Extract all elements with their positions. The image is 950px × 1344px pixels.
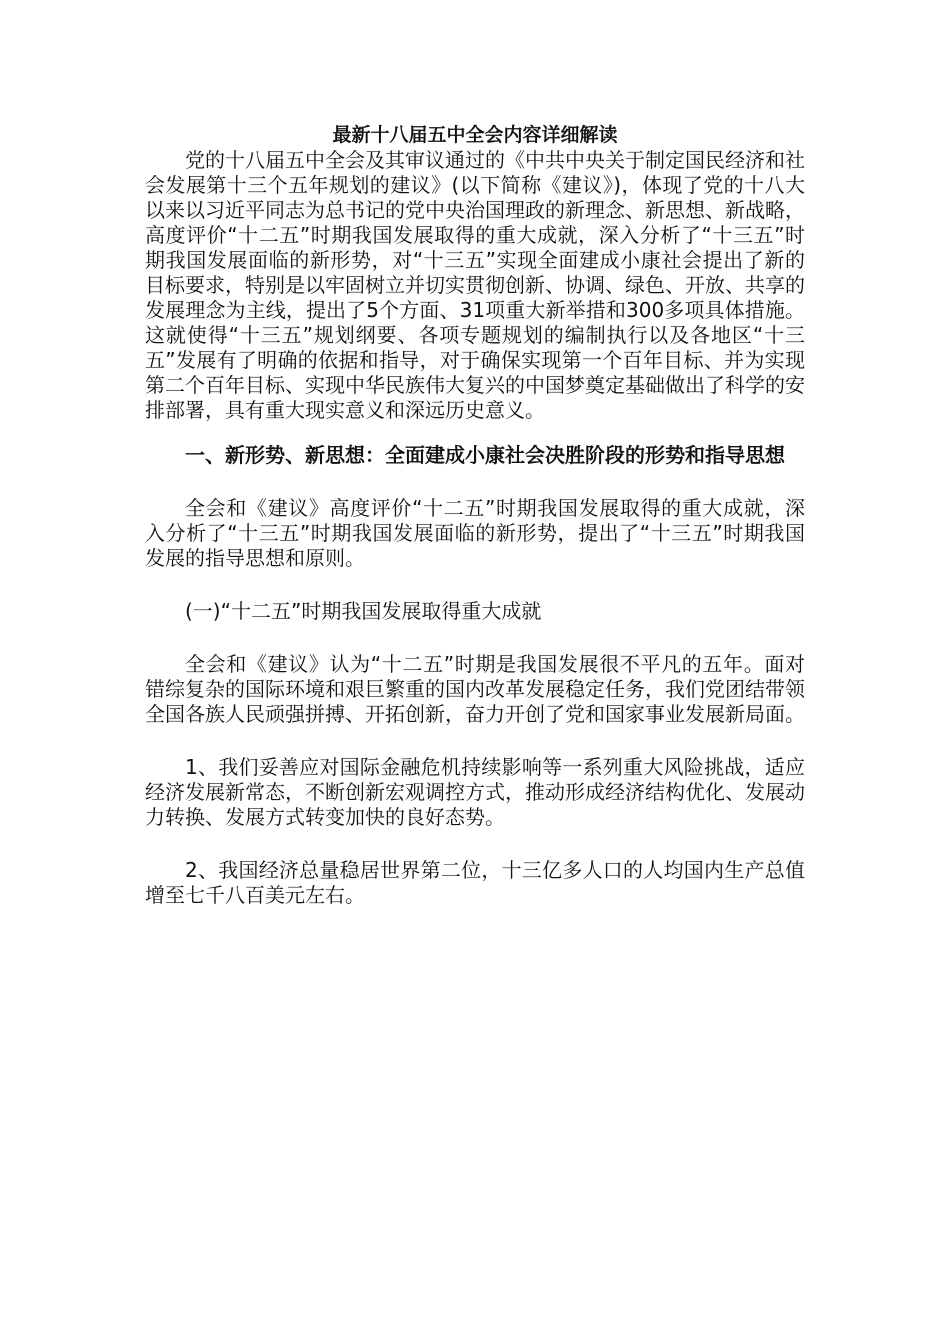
- list-item-2: 2、我国经济总量稳居世界第二位，十三亿多人口的人均国内生产总值增至七千八百美元左右。: [145, 858, 805, 907]
- intro-paragraph: 党的十八届五中全会及其审议通过的《中共中央关于制定国民经济和社会发展第十三个五年规划的建议》(以下简称《建议》)，体现了党的十八大以来以习近平同志为总书记的党中央治国理政的新理念、新思想、新战略，高度评价“十二五”时期我国发展取得的重大成就，深入分析了“十三五”时期我国发展面临的新形势，对“十三五”实现全面建成小康社会提出了新的目标要求，特别是以牢固树立并切实贯彻创新、协调、绿色、开放、共享的发展理念为主线，提出了5个方面、31项重大新举措和300多项具体措施。这就使得“十三五”规划纲要、各项专题规划的编制执行以及各地区“十三五”发展有了明确的依据和指导，对于确保实现第一个百年目标、并为实现第二个百年目标、实现中华民族伟大复兴的中国梦奠定基础做出了科学的安排部署，具有重大现实意义和深远历史意义。: [145, 148, 805, 422]
- document-title: 最新十八届五中全会内容详细解读: [332, 124, 618, 146]
- section-heading-1: 一、新形势、新思想：全面建成小康社会决胜阶段的形势和指导思想: [185, 443, 785, 467]
- section-1-summary-paragraph: 全会和《建议》高度评价“十二五”时期我国发展取得的重大成就，深入分析了“十三五”时期我国发展面临的新形势，提出了“十三五”时期我国发展的指导思想和原则。: [145, 496, 805, 570]
- subsection-1-paragraph: 全会和《建议》认为“十二五”时期是我国发展很不平凡的五年。面对错综复杂的国际环境和艰巨繁重的国内改革发展稳定任务，我们党团结带领全国各族人民顽强拼搏、开拓创新，奋力开创了党和国家事业发展新局面。: [145, 652, 805, 726]
- list-item-1: 1、我们妥善应对国际金融危机持续影响等一系列重大风险挑战，适应经济发展新常态，不断创新宏观调控方式，推动形成经济结构优化、发展动力转换、发展方式转变加快的良好态势。: [145, 755, 805, 829]
- document-body: [145, 122, 805, 908]
- subsection-heading-1: (一)“十二五”时期我国发展取得重大成就: [185, 599, 542, 623]
